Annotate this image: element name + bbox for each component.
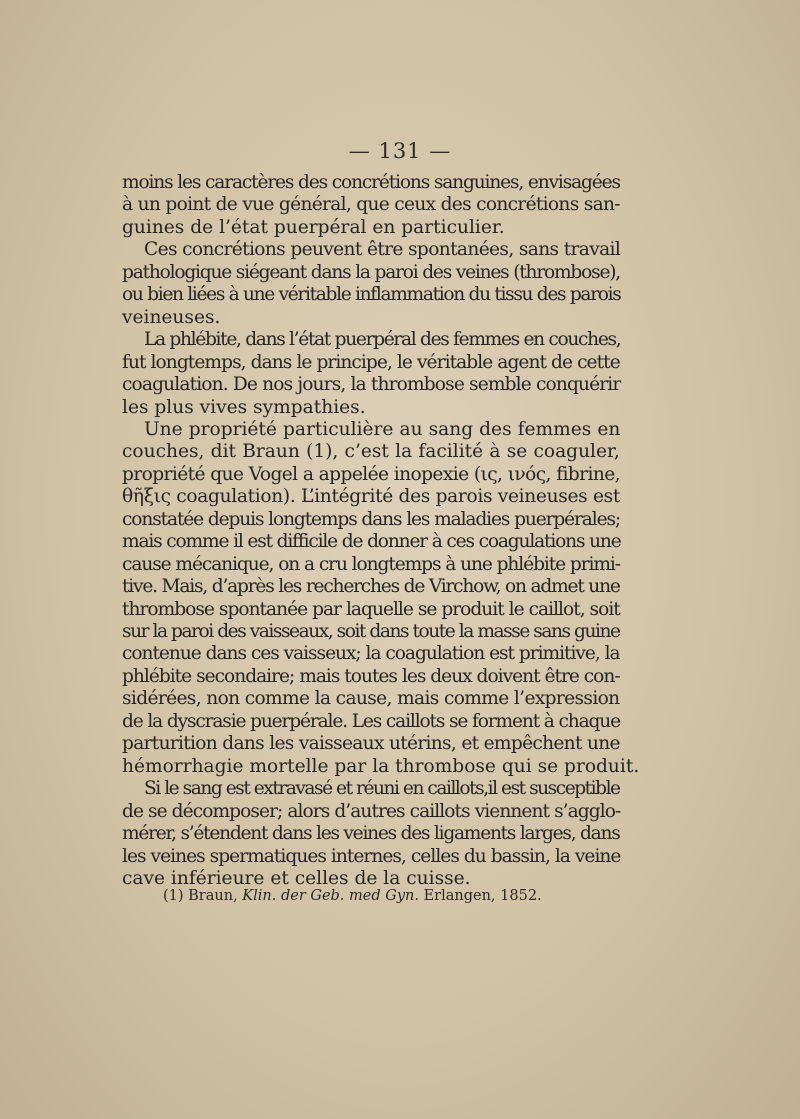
text-line: coagulation. De nos jours, la thrombose semble conquérir [122,374,621,396]
text-line: guines de l’état puerpéral en particulier. [122,216,505,238]
text-line: les plus vives sympathies. [122,396,366,418]
text-line: tive. Mais, d’après les recherches de Virchow, on admet une [122,576,620,598]
text-line: Ces concrétions peuvent être spontanées, sans travail [144,239,621,261]
text-line: θῆξις coagulation). L’intégrité des parois veineuses est [122,486,621,508]
text-line: Si le sang est extravasé et réuni en caillots,il est susceptible [144,778,620,800]
text-line: propriété que Vogel a appelée inopexie (ις, ινός, fibrine, [122,463,620,485]
text-line: pathologique siégeant dans la paroi des veines (thrombose), [122,261,621,283]
text-line: mais comme il est difficile de donner à ces coagulations une [122,531,621,553]
text-line: de la dyscrasie puerpérale. Les caillots se forment à chaque [122,710,620,732]
text-line: sidérées, non comme la cause, mais comme l’expression [122,688,620,710]
footnote [163,888,542,904]
footnote-author: Braun, [188,888,238,904]
text-line: fut longtemps, dans le principe, le véritable agent de cette [122,351,620,373]
text-line: hémorrhagie mortelle par la thrombose qui se produit. [122,755,640,777]
text-line: La phlébite, dans l’état puerpéral des femmes en couches, [144,329,621,351]
text-line: sur la paroi des vaisseaux, soit dans toute la masse sans guine [122,621,620,642]
text-line: de se décomposer; alors d’autres caillots viennent s’agglo- [122,800,621,822]
text-line: cause mécanique, on a cru longtemps à une phlébite primi- [122,553,620,575]
text-line: les veines spermatiques internes, celles du bassin, la veine [122,845,621,867]
text-line: à un point de vue général, que ceux des concrétions san- [122,194,620,216]
footnote-title: Klin. der Geb. med Gyn. [242,888,419,904]
text-line: constatée depuis longtemps dans les maladies puerpérales; [122,508,621,530]
text-line: mérer, s’étendent dans les veines des ligaments larges, dans [122,823,620,845]
text-line: phlébite secondaire; mais toutes les deux doivent être con- [122,665,620,687]
page-number: — 131 — [348,139,452,163]
text-line: contenue dans ces vaisseux; la coagulation est primitive, la [122,643,620,665]
text-line: couches, dit Braun (1), c’est la facilité à se coaguler, [122,441,620,463]
text-line: Une propriété particulière au sang des femmes en [144,418,621,440]
footnote-place-date: Erlangen, 1852. [423,888,542,904]
text-line: parturition dans les vaisseaux utérins, et empêchent une [122,733,620,755]
footnote-marker: (1) [163,888,184,904]
text-line: cave inférieure et celles de la cuisse. [122,867,471,889]
text-line: thrombose spontanée par laquelle se produit le caillot, soit [122,598,620,620]
text-line: ou bien liées à une véritable inflammation du tissu des parois [122,284,621,306]
text-line: veineuses. [122,306,221,328]
text-line: moins les caractères des concrétions sanguines, envisagées [122,172,620,193]
